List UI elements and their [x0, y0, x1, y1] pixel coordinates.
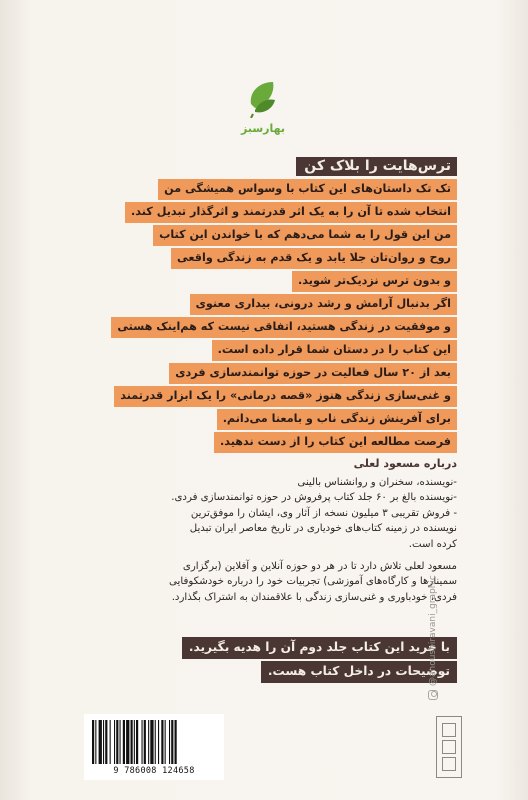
designer-handle: @anoushiravani_graphic — [428, 575, 438, 686]
about-line: فردی، خودباوری و غنی‌سازی زندگی با علاقمندان به اشتراک بگذارد. — [171, 591, 457, 603]
offer-line: توضیحات در داخل کتاب هست. — [261, 661, 457, 683]
isbn-barcode — [84, 714, 224, 780]
intro-line: روح و روان‌تان جلا یابد و یک قدم به زندگی واقعی — [171, 248, 457, 269]
isbn-number: 9 786008 124658 — [113, 766, 195, 776]
intro-line: من این قول را به شما می‌دهم که با خواندن این کتاب — [153, 225, 457, 246]
intro-line: برای آفرینش زندگی ناب و بامعنا می‌دانم. — [217, 409, 457, 430]
designer-mark-icon — [442, 740, 456, 754]
barcode-bars — [92, 720, 216, 764]
offer-line: با خرید این کتاب جلد دوم آن را هدیه بگیرید. — [182, 637, 457, 659]
instagram-icon — [428, 690, 438, 700]
about-title: درباره مسعود لعلی — [353, 457, 457, 470]
designer-logo — [436, 716, 462, 778]
about-line: - فروش تقریبی ۳ میلیون نسخه از آثار وی، ایشان را موفق‌ترین — [190, 507, 457, 519]
gift-offer — [137, 637, 457, 685]
intro-line: تک تک داستان‌های این کتاب با وسواس همیشگی من — [158, 179, 457, 200]
intro-line: و بدون ترس نزدیک‌تر شوید. — [292, 271, 457, 292]
intro-line: و موفقیت در زندگی هستید، اتفاقی نیست که هم‌اینک هستی — [111, 317, 457, 338]
publisher-name: بهارسبز — [240, 122, 285, 135]
intro-line: انتخاب شده تا آن را به یک اثر قدرتمند و اثرگذار تبدیل کند. — [125, 202, 457, 223]
designer-credit — [426, 480, 440, 700]
intro-line: و غنی‌سازی زندگی هنوز «قصه درمانی» را یک ابزار قدرتمند — [114, 386, 457, 407]
intro-line: این کتاب را در دستان شما قرار داده است. — [212, 340, 457, 361]
publisher-leaf-icon — [245, 78, 281, 118]
designer-mark-icon — [442, 723, 456, 737]
about-line: کرده است. — [408, 538, 457, 550]
section-title: ترس‌هایت را بلاک کن — [296, 157, 457, 176]
designer-mark-icon — [442, 757, 456, 771]
about-line: -نویسنده، سخنران و روانشناس بالینی — [297, 476, 457, 488]
intro-line: بعد از ۲۰ سال فعالیت در حوزه توانمندسازی فردی — [169, 363, 457, 384]
about-author — [137, 456, 457, 605]
about-line: -نویسنده بالغ بر ۶۰ جلد کتاب پرفروش در حوزه توانمندسازی فردی. — [171, 492, 457, 504]
about-line: مسعود لعلی تلاش دارد تا در هر دو حوزه آنلاین و آفلاین (برگزاری — [182, 560, 457, 572]
promo-block — [117, 155, 457, 455]
about-line: نویسنده در زمینه کتاب‌های خودیاری در تاریخ معاصر ایران تبدیل — [189, 523, 457, 535]
intro-line: فرصت مطالعه این کتاب را از دست ندهید. — [214, 432, 457, 453]
publisher-logo — [237, 78, 289, 146]
about-line: سمینارها و کارگاه‌های آموزشی) تجربیات خود را درباره خودشکوفایی — [169, 576, 457, 588]
intro-line: اگر بدنبال آرامش و رشد درونی، بیداری معنوی — [190, 294, 457, 315]
